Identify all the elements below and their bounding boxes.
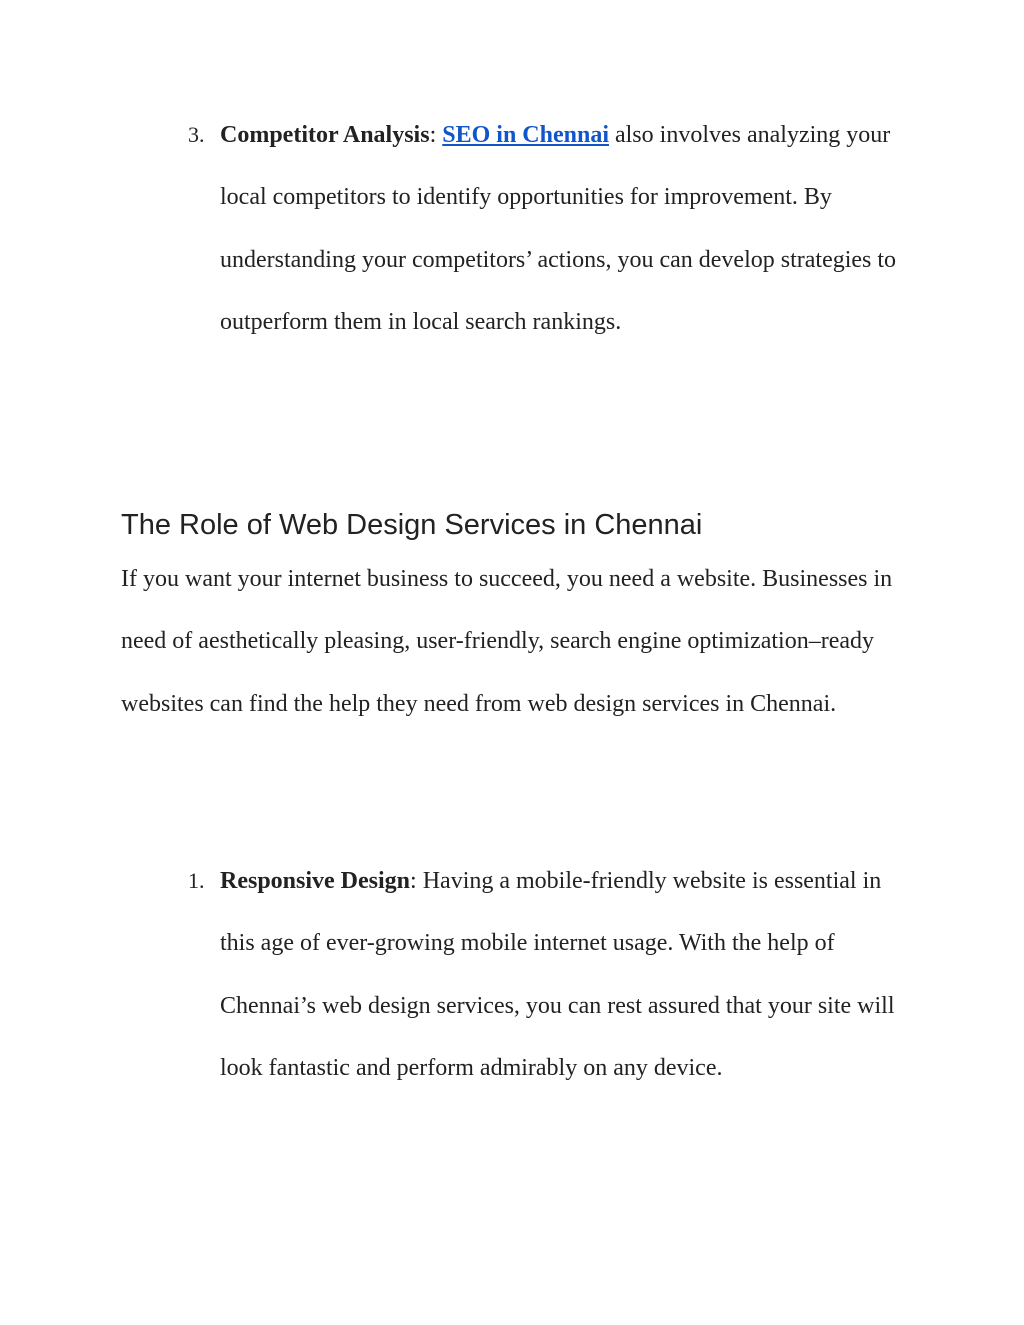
list-item-text: Having a mobile-friendly website is essential in this age of ever-growing mobile internet usage. With the help of Chennai’s web design services, you can rest assured that your site will look fantastic and perform admirably on any device. xyxy=(220,868,895,1082)
list-item-body xyxy=(220,104,920,354)
term-separator: : xyxy=(429,122,437,148)
section-heading: The Role of Web Design Services in Chennai xyxy=(121,509,703,541)
term-competitor-analysis: Competitor Analysis xyxy=(220,122,430,148)
section-paragraph: If you want your internet business to succeed, you need a website. Businesses in need of aesthetically pleasing, user-friendly, search engine optimization–ready websites can find the help they need from web design services in Chennai. xyxy=(121,566,893,717)
seo-in-chennai-link[interactable]: SEO in Chennai xyxy=(442,122,609,148)
list-number: 1. xyxy=(188,868,205,893)
term-responsive-design: Responsive Design xyxy=(220,868,411,894)
list-item-text: also involves analyzing your local competitors to identify opportunities for improvement. By understanding your competitors’ actions, you can develop strategies to outperform them in local search rankings. xyxy=(220,122,897,336)
list-item-body xyxy=(220,850,920,1100)
term-separator: : xyxy=(410,868,417,894)
list-number: 3. xyxy=(188,122,205,147)
